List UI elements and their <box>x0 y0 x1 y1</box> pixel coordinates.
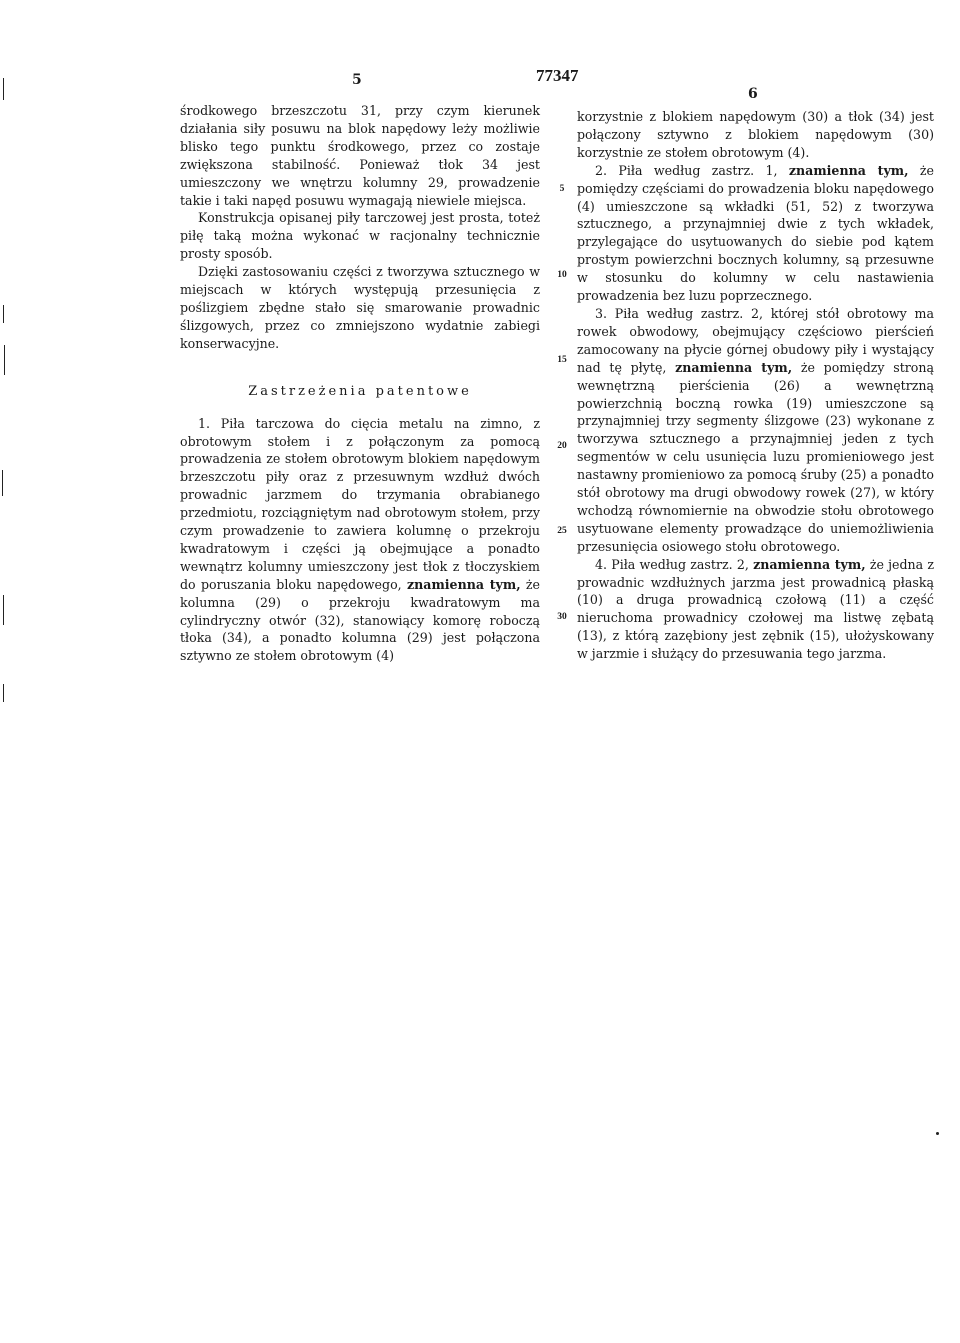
paragraph: Dzięki zastosowaniu części z tworzywa sztucznego w miejscach w których występują przesunięcia z poślizgiem zbędne stało się smarowanie prowadnic ślizgowych, przez co zmniejszono wydatnie zabiegi konserwacyjne. <box>180 264 540 351</box>
line-number: 30 <box>557 612 567 622</box>
claim-text: że pomiędzy częściami do prowadzenia bloku napędowego (4) umieszczone są wkładki (51, 52) z tworzywa sztucznego, a przynajmniej dwie z tych wkładek, przylegające do usytuowanych do siebie pod kątem prostym powierzchni bocznych kolumny, są przesuwne w stosunku do kolumny w celu nastawienia prowadzenia bez luzu poprzecznego. <box>577 162 934 304</box>
left-column <box>180 102 540 665</box>
scan-mark <box>3 684 4 702</box>
line-number: 15 <box>557 355 567 365</box>
document-number: 77347 <box>536 66 579 85</box>
scan-mark <box>3 78 4 100</box>
claim-1 <box>180 415 540 666</box>
scan-dot <box>936 1132 939 1135</box>
claim-text: że jedna z prowadnic wzdłużnych jarzma jest prowadnicą płaską (10) a druga prowadnicą czołową (11) a część nieruchoma prowadnicy czołowej ma listwę zębatą (13), z którą zazębiony jest zębnik (15), ułożyskowany w jarzmie i służący do przesuwania tego jarzma. <box>577 556 934 662</box>
claim-4 <box>577 556 934 663</box>
paragraph: korzystnie z blokiem napędowym (30) a tłok (34) jest połączony sztywno z blokiem napędowym (30) korzystnie ze stołem obrotowym (4). <box>577 109 934 160</box>
claim-text: 2. Piła według zastrz. 1, <box>595 162 778 178</box>
claim-2 <box>577 162 934 305</box>
scan-mark <box>3 305 4 323</box>
claim-keyword: znamienna tym, <box>406 576 521 592</box>
line-number: 5 <box>559 184 565 194</box>
left-page-number: 5 <box>352 72 362 88</box>
claim-text: 4. Piła według zastrz. 2, <box>595 556 749 572</box>
scan-mark <box>4 345 5 375</box>
scan-mark <box>2 470 3 496</box>
right-column <box>577 108 934 663</box>
line-number: 25 <box>557 526 567 536</box>
line-number: 20 <box>557 441 567 451</box>
claim-text: że pomiędzy stroną wewnętrzną pierścienia (26) a wewnętrzną powierzchnią boczną rowka (19) umieszczone są przynajmniej trzy segmenty ślizgowe (23) wykonane z tworzywa sztucznego a przynajmniej jeden z tych segmentów w celu usunięcia luzu promieniowego jest nastawny promieniowo za pomocą śruby (25) a ponadto stół obrotowy ma drugi obwodowy rowek (27), w który wchodzą równomiernie na obwodzie stołu obrotowego usytuowane elementy prowadzące do uniemożliwienia przesunięcia osiowego stołu obrotowego. <box>577 359 934 554</box>
right-page-number: 6 <box>748 86 758 102</box>
paragraph: Konstrukcja opisanej piły tarczowej jest prosta, toteż piłę taką można wykonać w racjonalny technicznie prosty sposób. <box>180 210 540 262</box>
claims-heading: Zastrzeżenia patentowe <box>248 383 472 399</box>
claim-text: 3. Piła według zastrz. 2, której stół obrotowy ma rowek obwodowy, obejmujący częściowo pierścień zamocowany na płycie górnej obudowy piły i wystający nad tę płytę, <box>577 305 934 375</box>
claim-3 <box>577 305 934 556</box>
claim-keyword: znamienna tym, <box>675 359 793 375</box>
claim-text: 1. Piła tarczowa do cięcia metalu na zimno, z obrotowym stołem i z połączonym za pomocą prowadzenia ze stołem obrotowym blokiem napędowym brzeszczotu piły oraz z przesuwnym wzdłuż dwóch prowadnic jarzmem do trzymania obrabianego przedmiotu, rozciągniętym nad obrotowym stołem, przy czym prowadzenie to zawiera kolumnę o przekroju kwadratowym i części ją obejmujące a ponadto wewnątrz kolumny umieszczony jest tłok z tłoczyskiem do poruszania bloku napędowego, <box>180 415 540 592</box>
claim-keyword: znamienna tym, <box>753 556 866 572</box>
scan-mark <box>3 595 4 625</box>
paragraph: środkowego brzeszczotu 31, przy czym kierunek działania siły posuwu na blok napędowy leży możliwie blisko tego punktu środkowego, przez co zostaje zwiększona stabilność. Ponieważ tłok 34 jest umieszczony we wnętrzu kolumny 29, prowadzenie takie i taki napęd posuwu wymagają niewiele miejsca. <box>180 103 540 208</box>
line-number: 10 <box>557 270 567 280</box>
claim-text: że kolumna (29) o przekroju kwadratowym ma cylindryczny otwór (32), stanowiący komorę roboczą tłoka (34), a ponadto kolumna (29) jest połączona sztywno ze stołem obrotowym (4) <box>180 576 540 664</box>
claim-keyword: znamienna tym, <box>788 162 909 178</box>
